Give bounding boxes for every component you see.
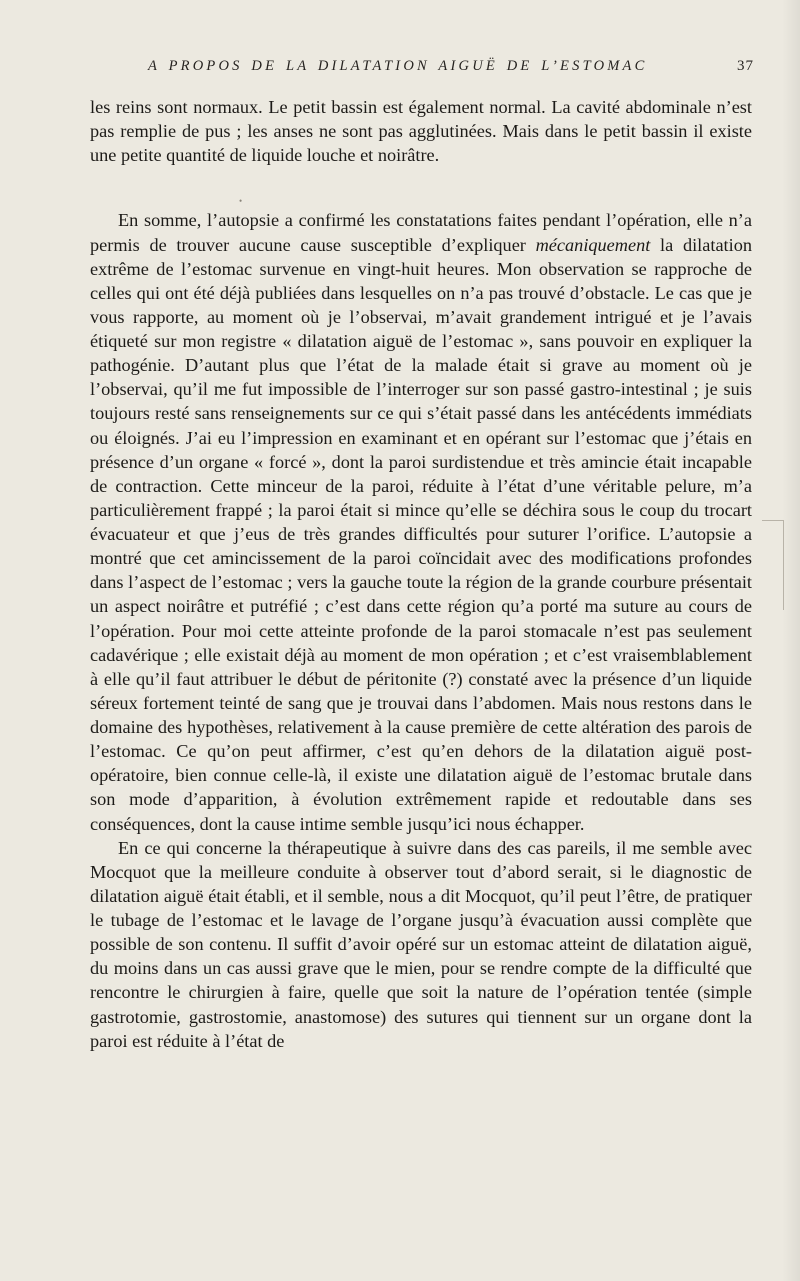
page-edge-tick xyxy=(762,520,784,521)
running-title: A PROPOS DE LA DILATATION AIGUË DE L’ESTOMAC xyxy=(148,58,648,74)
running-head xyxy=(90,58,754,82)
paragraph-summary-start: En somme, l’autopsie a confirmé les constatations faites pendant l’opération, elle n’a permis de trouver aucune cause susceptible d’expliquer xyxy=(90,210,752,255)
paragraph-summary xyxy=(90,208,752,835)
page-number: 37 xyxy=(737,58,754,74)
body-text xyxy=(90,95,752,1053)
paragraph-continuation: les reins sont normaux. Le petit bassin est également normal. La cavité abdominale n’est pas remplie de pus ; les anses ne sont pas agglutinées. Mais dans le petit bassin il existe une petite quantité de liquide louche et noirâtre. xyxy=(90,97,752,166)
stray-ink-mark: • xyxy=(239,196,243,206)
page-edge-line xyxy=(783,520,784,610)
emphasized-word: mécaniquement xyxy=(535,234,651,255)
paragraph-therapeutics: En ce qui concerne la thérapeutique à suivre dans des cas pareils, il me semble avec Mocquot que la meilleure conduite à observer tout d’abord serait, si le diagnostic de dilatation aiguë était établi, et il semble, nous a dit Mocquot, qu’il peut l’être, de pratiquer le tubage de l’estomac et le lavage de l’organe jusqu’à évacuation aussi complète que possible de son contenu. Il suffit d’avoir opéré sur un estomac atteint de dilatation aiguë, du moins dans un cas aussi grave que le mien, pour se rendre compte de la difficulté que rencontre le chirurgien à faire, quelle que soit la nature de l’opération tentée (simple gastrotomie, gastrostomie, anastomose) des sutures qui tiennent sur un organe dont la paroi est réduite à l’état de xyxy=(90,837,752,1051)
paragraph-summary-rest: la dilatation extrême de l’estomac survenue en vingt-huit heures. Mon observation se rapproche de celles qui ont été déjà publiées dans lesquelles on n’a pas trouvé d’obstacle. Le cas que je vous rapporte, au moment où je l’observai, m’avait grandement intrigué et je l’avais étiqueté sur mon registre « dilatation aiguë de l’estomac », sans pouvoir en expliquer la pathogénie. D’autant plus que l’état de la malade était si grave au moment où je l’observai, qu’il me fut impossible de l’interroger sur son passé gastro-intestinal ; je suis toujours resté sans renseignements sur ce qui s’était passé dans les antécédents immédiats ou éloignés. J’ai eu l’impression en examinant et en opérant sur l’estomac que j’étais en présence d’un organe « forcé », dont la paroi surdistendue et très amincie était incapable de contraction. Cette minceur de la paroi, réduite à l’état d’une véritable pelure, m’a particulièrement frappé ; la paroi était si mince qu’elle se déchira sous le coup du trocart évacuateur et que j’eus de très grandes difficultés pour suturer l’orifice. L’autopsie a montré que cet amincissement de la paroi coïncidait avec des modifications profondes dans l’aspect de l’estomac ; vers la gauche toute la région de la grande courbure présentait un aspect noirâtre et putréfié ; c’est dans cette région qu’a porté ma suture au cours de l’opération. Pour moi cette atteinte profonde de la paroi stomacale n’est pas seulement cadavérique ; elle existait déjà au moment de mon opération ; et c’est vraisemblablement à elle qu’il faut attribuer le début de péritonite (?) constaté avec la présence d’un liquide séreux fortement teinté de sang que je trouvai dans l’abdomen. Mais nous restons dans le domaine des hypothèses, relativement à la cause première de cette altération des parois de l’estomac. Ce qu’on peut affirmer, c’est qu’en dehors de la dilatation aiguë post-opératoire, bien connue celle-là, il existe une dilatation aiguë de l’estomac brutale dans son mode d’apparition, à évolution extrêmement rapide et redoutable dans ses conséquences, dont la cause intime semble jusqu’ici nous échapper. xyxy=(90,234,752,834)
page-edge-shadow xyxy=(782,0,800,1281)
